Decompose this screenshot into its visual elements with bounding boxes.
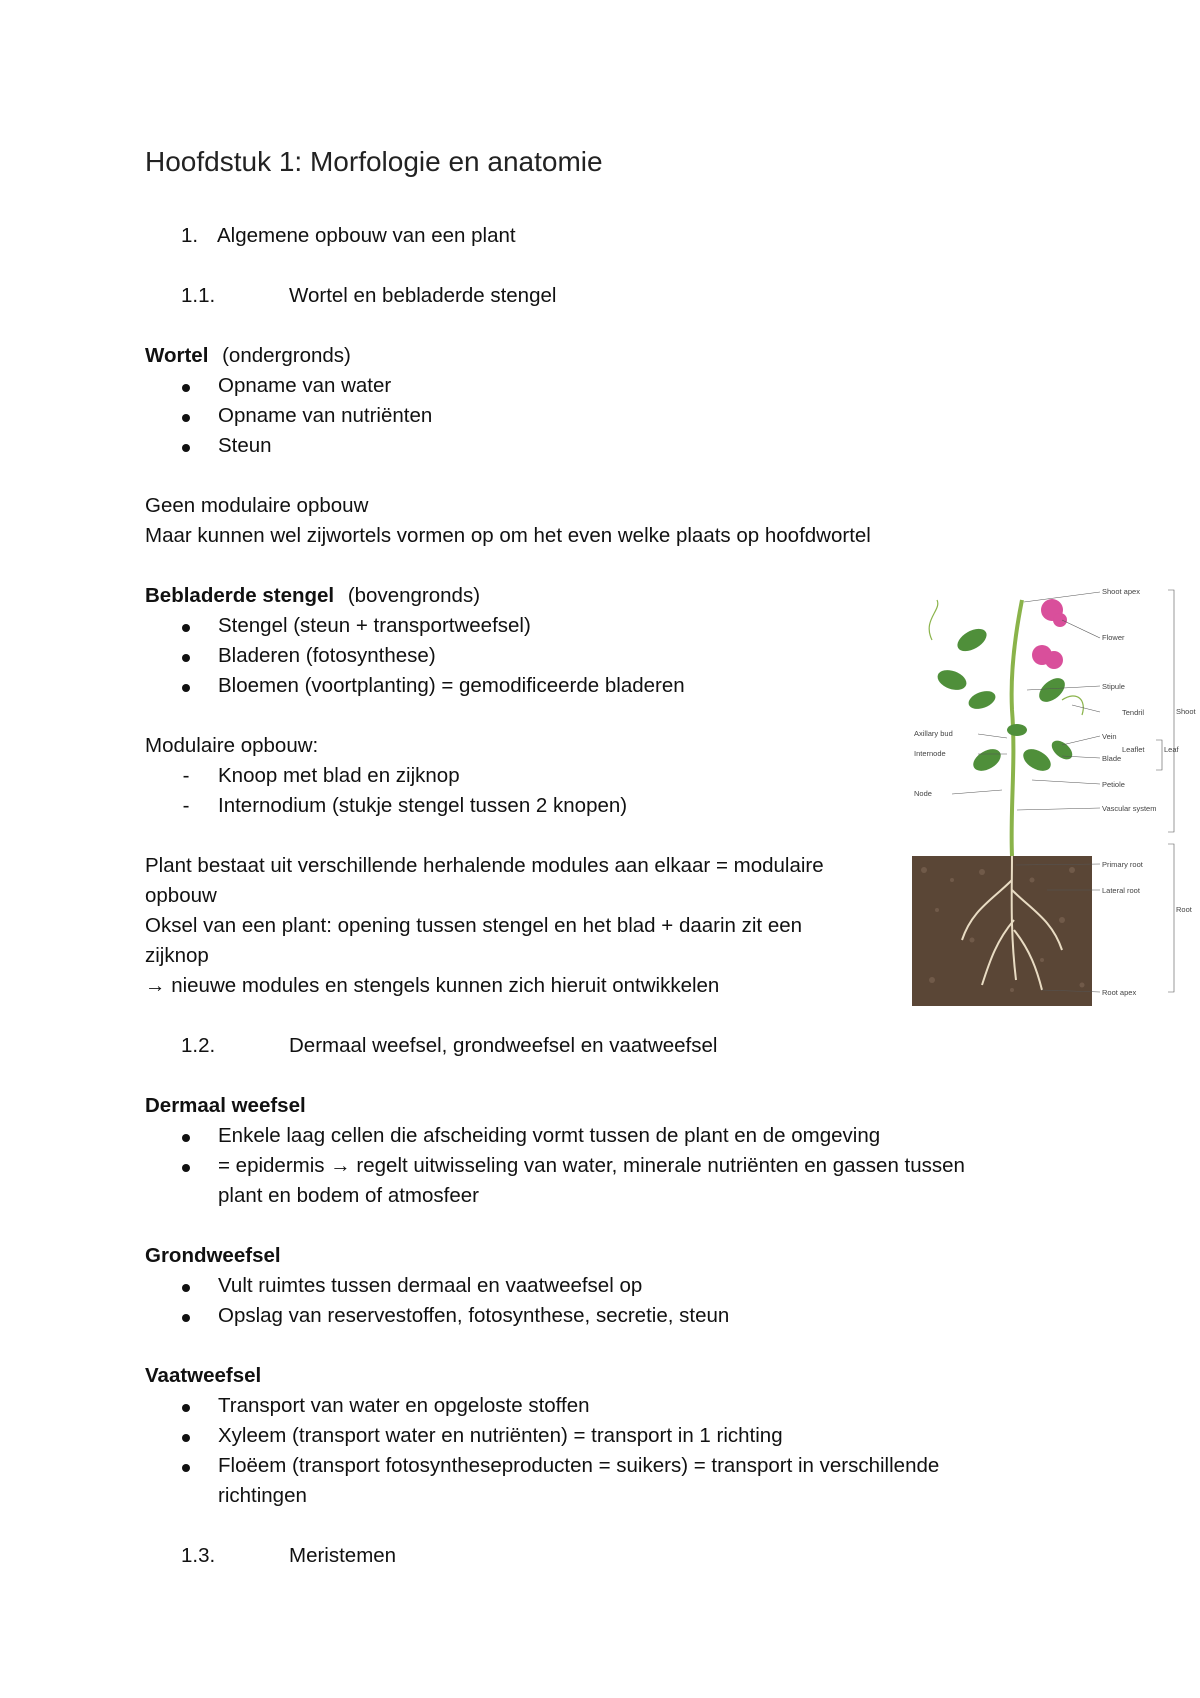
soil-block [912, 856, 1092, 1006]
figure-label: Flower [1102, 633, 1125, 642]
dash-icon: - [182, 794, 190, 817]
wortel-heading [145, 344, 351, 368]
bullet-icon [181, 1424, 191, 1448]
figure-label: Vein [1102, 732, 1117, 741]
paragraph-line: Oksel van een plant: opening tussen stengel en het blad + daarin zit een [145, 914, 803, 937]
figure-label: Petiole [1102, 780, 1125, 789]
wortel-note-line: Maar kunnen wel zijwortels vormen op om het even welke plaats op hoofdwortel [145, 524, 871, 547]
figure-label: Leaf [1164, 745, 1179, 754]
bullet-icon [181, 374, 191, 398]
section-number: 1.1. [181, 284, 216, 307]
bullet-icon [181, 614, 191, 638]
wortel-heading-label: Wortel [145, 344, 209, 367]
leaves [935, 624, 1076, 775]
page-title: Hoofdstuk 1: Morfologie en anatomie [145, 146, 603, 177]
figure-label: Vascular system [1102, 804, 1157, 813]
paragraph-line: zijknop [145, 944, 209, 967]
bullet-icon [181, 644, 191, 668]
document-page: Hoofdstuk 1: Morfologie en anatomie 1. Algemene opbouw van een plant 1.1. Wortel en bebladerde stengel Wortel (ondergronds) Opname van water Opname van nutriënten Steun Geen modulaire opbouw Maar kunnen wel zijwortels vormen op om het even welke plaats op hoofdwortel Bebladerde stengel (bovengronds) Stengel (steun + transportweefsel) Bladeren (fotosynthese) Bloemen (voortplanting) = gemodificeerde bladeren Modulaire opbouw: - Knoop met blad en zijknop - Internodium (stukje stengel tussen 2 knopen) Plant bestaat uit verschillende herhalende modules aan elkaar = modulaire opbouw Oksel van een plant: opening tussen stengel en het blad + daarin zit een zijknop → nieuwe modules en stengels kunnen zich hieruit ontwikkelen 1.2. Dermaal weefsel, grondweefsel en vaatweefsel Dermaal weefsel Enkele laag cellen die afscheiding vormt tussen de plant en de omgeving = epidermis → regelt uitwisseling van water, minerale nutriënten en gassen tussen plant en bodem of atmosfeer Grondweefsel Vult ruimtes tussen dermaal en vaatweefsel op Opslag van reservestoffen, fotosynthese, secretie, steun Vaatweefsel Transport van water en opgeloste stoffen Xyleem (transport water en nutriënten) = transport in 1 richting Floëem (transport fotosyntheseproducten = suikers) = transport in verschillende richtingen 1.3. Meristemen Shoot apex Flower Stipule Tendril Shoot Axillary bud Vein Leaflet Leaf Internode Blade Node Petiole Vascular system Primary root Lateral root Root Root apex [0, 0, 1200, 1698]
figure-label: Node [914, 789, 932, 798]
bullet-icon [181, 1454, 191, 1478]
figure-label: Blade [1102, 754, 1122, 763]
bullet-icon [181, 1124, 191, 1148]
section-number: 1.2. [181, 1034, 216, 1057]
figure-label: Primary root [1102, 860, 1143, 869]
dermaal-heading: Dermaal weefsel [145, 1094, 306, 1117]
bullet-icon [181, 434, 191, 458]
dash-icon: - [182, 764, 190, 787]
figure-label: Axillary bud [914, 729, 953, 738]
figure-label: Shoot apex [1102, 587, 1140, 596]
section-title: Algemene opbouw van een plant [217, 224, 516, 247]
wortel-note-line: Geen modulaire opbouw [145, 494, 369, 517]
plant-anatomy-figure [912, 580, 1200, 1010]
section-number: 1.3. [181, 1544, 216, 1567]
modulair-heading: Modulaire opbouw: [145, 734, 319, 757]
figure-label: Shoot [1176, 707, 1196, 716]
tendril [1062, 696, 1083, 715]
wortel-heading-suffix: (ondergronds) [222, 344, 351, 367]
bullet-icon [181, 1394, 191, 1418]
vaat-heading: Vaatweefsel [145, 1364, 262, 1387]
figure-label: Root [1176, 905, 1192, 914]
bullet-icon [181, 1274, 191, 1298]
section-number: 1. [181, 224, 199, 247]
paragraph-line: → nieuwe modules en stengels kunnen zich hieruit ontwikkelen [145, 974, 720, 997]
figure-label: Tendril [1122, 708, 1145, 717]
flowers [1032, 599, 1067, 669]
bullet-icon [181, 1304, 191, 1328]
section-title: Meristemen [289, 1544, 397, 1567]
bullet-icon [181, 1154, 191, 1178]
paragraph-line: opbouw [145, 884, 217, 907]
figure-label: Leaflet [1122, 745, 1145, 754]
bullet-icon [181, 404, 191, 428]
section-title: Wortel en bebladerde stengel [289, 284, 557, 307]
figure-label: Root apex [1102, 988, 1137, 997]
bullet-icon [181, 674, 191, 698]
figure-label: Lateral root [1102, 886, 1140, 895]
stengel-heading-suffix: (bovengronds) [347, 584, 481, 607]
grond-heading: Grondweefsel [145, 1244, 281, 1267]
section-title: Dermaal weefsel, grondweefsel en vaatweefsel [289, 1034, 718, 1057]
stengel-heading-label: Bebladerde stengel [145, 584, 335, 607]
figure-label: Stipule [1102, 682, 1125, 691]
stengel-heading [145, 584, 480, 608]
tendril [929, 600, 938, 640]
paragraph-line: Plant bestaat uit verschillende herhalende modules aan elkaar = modulaire [145, 854, 824, 877]
figure-label: Internode [914, 749, 946, 758]
